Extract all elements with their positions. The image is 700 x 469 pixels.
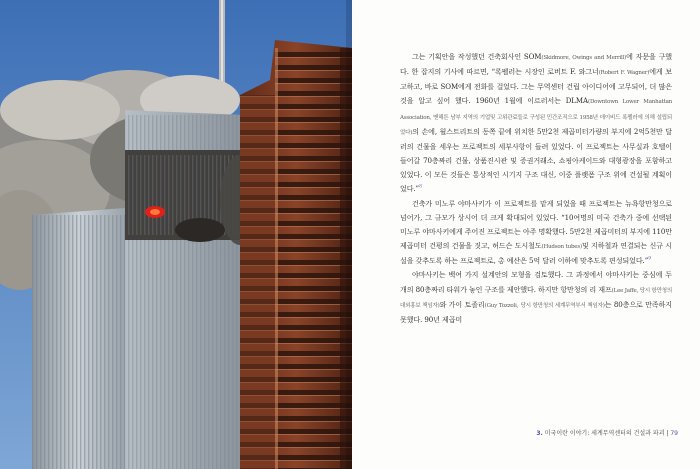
text-run: 그는 기획안을 작성했던 건축회사인 SOM — [412, 52, 542, 61]
text-run: 에게 보고하고, 바로 SOM에게 전화를 걸었다. 그는 무역센터 건립 아이디어에 고무되어, 더 많은 것을 알고 싶어 했다. 1960년 1월에 이르러서는 DLMA — [400, 67, 672, 106]
paragraph — [400, 197, 672, 269]
text-run: 의 손에, 월스트리트의 동쪽 끝에 위치한 5만2천 제곱미터가량의 부지에 2억5천만 달러의 건물을 세우는 프로젝트의 세부사항이 들려 있었다. 이 프로젝트는 사무실과 호텔이 들어갈 70층짜리 건물, 상품진시관 및 증권거래소, 쇼핑아케이드와 대형광장을 포함하고 있었다. 이 모든 것들은 통상적인 시기지 구조 대신, 이중 플랫폼 구조 위에 건설될 계획이었다.” — [400, 126, 672, 194]
inline-note: (Hudson tubes) — [541, 244, 582, 251]
inline-note: 당시 항만청의 세계무역부서 책임자) — [520, 302, 605, 309]
text-run: 는 80층으로 만족하지 못했다. 90년 제곱미 — [400, 299, 672, 324]
page-footer — [536, 428, 678, 437]
footer-divider: | — [664, 430, 671, 437]
text-run: 에 자문을 구했다. 한 잡지의 기사에 따르면, “록펠러는 시장인 로버트 F. 와그너 — [400, 52, 672, 77]
footnote-marker: 9 — [648, 256, 652, 262]
inline-note: (Robert F. Wagner) — [598, 70, 650, 77]
paragraph — [400, 50, 672, 197]
text-run: 및 지하철과 연결되는 신규 시설을 갖추도록 하는 프로젝트로, 총 예산은 5억 달러 이하에 맞추도록 편성되었다.” — [400, 241, 672, 266]
chapter-number: 3. — [536, 430, 543, 437]
inline-note: (Lee Jaffe, 당시 항만청의 대외홍보 책임자) — [400, 287, 672, 309]
text-run: 와 가이 토졸리 — [439, 299, 485, 309]
chapter-title: 미국이란 이야기: 세계무역센터의 건설과 파괴 — [544, 430, 665, 437]
inline-note: (Downtown Lower Manhattan Association, 맨해튼 남부 지역의 기업및 고위관료들로 구성된 민간조직으로 1958년 데이비드 록펠러에 의해 설립되었다) — [400, 99, 672, 136]
inline-note: (Skidmore, Owings and Merrill) — [541, 55, 627, 61]
text-run: 건축가 미노루 야마사키가 이 프로젝트를 맡게 되었을 때 프로젝트는 뉴욕항만청으로 넘어가, 그 규모가 상시어 더 크게 확대되어 있었다. “10여명의 미국 건축가 중에 선택된 미노루 야마사키에게 주어진 프로젝트는 아주 명확했다. 5만2천 제곱미터의 부지에 110만 제곱미터 건평의 건물을 짓고, 허드슨 도시철도 — [400, 198, 672, 251]
page-number: 79 — [670, 430, 678, 437]
inline-note: (Guy Tozzoli, — [484, 302, 519, 309]
body-text — [400, 50, 672, 327]
text-page — [352, 0, 700, 469]
text-run: 야마사키는 백여 가지 설계안의 모형을 검토했다. 그 과정에서 야마사키는 중심에 두 개의 80층짜리 타워가 놓인 구조를 제안했다. 하지만 항만청의 리 재프 — [400, 270, 672, 294]
footnote-marker: 8 — [419, 185, 422, 191]
paragraph — [400, 268, 672, 327]
